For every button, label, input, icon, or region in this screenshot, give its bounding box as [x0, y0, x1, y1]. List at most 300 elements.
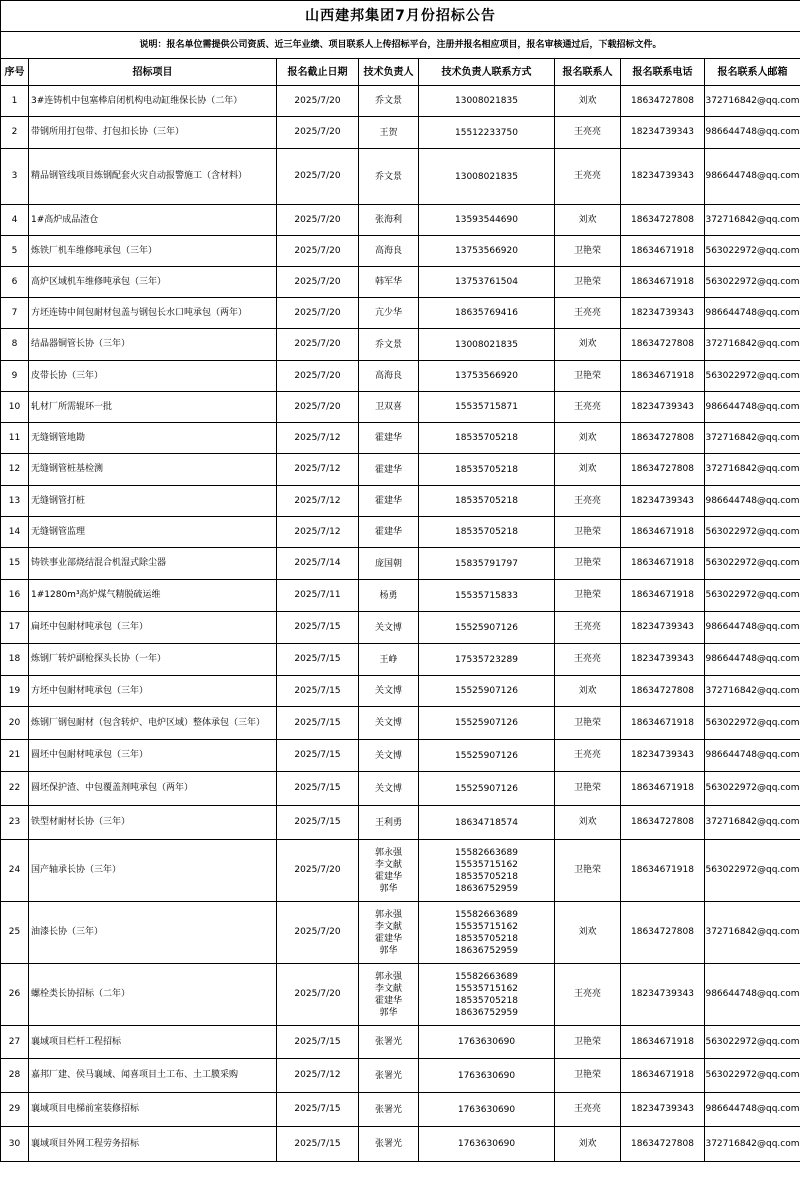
deadline: 2025/7/15 — [277, 806, 359, 840]
contact-name: 卫艳荣 — [555, 1026, 621, 1059]
tech-phone — [419, 205, 555, 236]
contact-name: 刘欢 — [555, 902, 621, 964]
tech-lead-name: 霍建华 — [374, 933, 402, 944]
tech-lead-name: 关文博 — [374, 622, 402, 633]
table-row — [1, 1026, 800, 1059]
contact-email: 563022972@qq.com — [705, 267, 800, 298]
contact-phone: 18234739343 — [621, 612, 705, 644]
project-name: 国产轴承长协（三年） — [29, 840, 277, 902]
tech-phone-number: 15582663689 — [455, 971, 518, 982]
row-number: 29 — [1, 1093, 29, 1127]
deadline: 2025/7/15 — [277, 740, 359, 772]
deadline: 2025/7/12 — [277, 517, 359, 548]
col-header-deadline: 报名截止日期 — [277, 59, 359, 86]
project-name: 精品钢管线项目炼钢配套火灾自动报警施工（含材料） — [29, 149, 277, 205]
tech-phone — [419, 117, 555, 149]
table-row — [1, 840, 800, 902]
tech-phone — [419, 361, 555, 392]
project-name: 襄域项目栏杆工程招标 — [29, 1026, 277, 1059]
contact-email: 372716842@qq.com — [705, 423, 800, 454]
contact-email: 563022972@qq.com — [705, 580, 800, 612]
deadline: 2025/7/15 — [277, 1093, 359, 1127]
tech-lead-name: 王峥 — [379, 654, 398, 665]
table-row — [1, 772, 800, 806]
tech-lead-name: 霍建华 — [374, 433, 402, 443]
deadline: 2025/7/20 — [277, 392, 359, 423]
tech-lead — [359, 454, 419, 486]
project-name: 无缝钢管打桩 — [29, 486, 277, 517]
tech-lead-name: 霍建华 — [374, 871, 402, 882]
tech-phone-number: 18634718574 — [455, 817, 518, 828]
table-row — [1, 117, 800, 149]
tech-lead — [359, 236, 419, 267]
deadline: 2025/7/15 — [277, 707, 359, 740]
tech-lead-name: 乔文景 — [374, 96, 402, 106]
project-name: 油漆长协（三年） — [29, 902, 277, 964]
deadline: 2025/7/20 — [277, 205, 359, 236]
table-row — [1, 454, 800, 486]
row-number: 9 — [1, 361, 29, 392]
contact-email: 563022972@qq.com — [705, 236, 800, 267]
contact-email: 372716842@qq.com — [705, 902, 800, 964]
tech-phone — [419, 676, 555, 707]
tech-phone-number: 15582663689 — [455, 847, 518, 858]
contact-name: 王亮亮 — [555, 612, 621, 644]
table-row — [1, 740, 800, 772]
row-number: 19 — [1, 676, 29, 707]
contact-name: 刘欢 — [555, 86, 621, 117]
contact-name: 王亮亮 — [555, 149, 621, 205]
tech-phone — [419, 298, 555, 329]
contact-phone: 18234739343 — [621, 486, 705, 517]
row-number: 12 — [1, 454, 29, 486]
tech-lead — [359, 612, 419, 644]
col-header-tech-lead: 技术负责人 — [359, 59, 419, 86]
deadline: 2025/7/20 — [277, 86, 359, 117]
tech-lead-name: 霍建华 — [374, 496, 402, 506]
tech-phone-number: 13593544690 — [455, 215, 518, 225]
tech-lead — [359, 676, 419, 707]
tech-lead — [359, 149, 419, 205]
tech-phone-number: 13753761504 — [455, 277, 518, 287]
contact-name: 卫艳荣 — [555, 707, 621, 740]
tech-phone-number: 13753566920 — [455, 246, 518, 256]
contact-name: 卫艳荣 — [555, 361, 621, 392]
contact-name: 王亮亮 — [555, 486, 621, 517]
contact-phone: 18634727808 — [621, 205, 705, 236]
contact-phone: 18634727808 — [621, 806, 705, 840]
deadline: 2025/7/15 — [277, 612, 359, 644]
row-number: 25 — [1, 902, 29, 964]
tech-lead — [359, 392, 419, 423]
instruction-note: 说明：报名单位需提供公司资质、近三年业绩、项目联系人上传招标平台，注册并报名相应项目，报名审核通过后，下载招标文件。 — [1, 32, 800, 59]
tech-phone — [419, 1059, 555, 1093]
tech-phone-number: 1763630690 — [457, 1139, 516, 1149]
row-number: 14 — [1, 517, 29, 548]
table-row — [1, 644, 800, 676]
tech-phone — [419, 1127, 555, 1162]
tech-lead-name: 亢少华 — [374, 308, 402, 318]
tech-phone-number: 15525907126 — [455, 718, 518, 728]
row-number: 15 — [1, 548, 29, 580]
tech-phone — [419, 840, 555, 902]
contact-email: 372716842@qq.com — [705, 1127, 800, 1162]
contact-name: 刘欢 — [555, 329, 621, 361]
tech-lead-name: 郭永强 — [374, 847, 402, 858]
tech-phone-number: 1763630690 — [457, 1104, 516, 1115]
contact-name: 刘欢 — [555, 454, 621, 486]
project-name: 无缝钢管桩基检测 — [29, 454, 277, 486]
tech-phone — [419, 548, 555, 580]
contact-email: 372716842@qq.com — [705, 454, 800, 486]
tech-phone-number: 15512233750 — [455, 127, 518, 138]
contact-phone: 18234739343 — [621, 392, 705, 423]
table-row — [1, 548, 800, 580]
row-number: 16 — [1, 580, 29, 612]
row-number: 3 — [1, 149, 29, 205]
project-name: 方坯中包耐材吨承包（三年） — [29, 676, 277, 707]
contact-phone: 18634727808 — [621, 454, 705, 486]
tech-lead-name: 霍建华 — [374, 464, 402, 475]
tech-phone-number: 15535715833 — [455, 590, 518, 601]
deadline: 2025/7/14 — [277, 548, 359, 580]
tech-phone-number: 13008021835 — [455, 96, 518, 106]
tech-phone — [419, 149, 555, 205]
table-row — [1, 486, 800, 517]
row-number: 28 — [1, 1059, 29, 1093]
table-row — [1, 361, 800, 392]
deadline: 2025/7/15 — [277, 772, 359, 806]
tech-phone-number: 18535705218 — [455, 496, 518, 506]
row-number: 10 — [1, 392, 29, 423]
tech-lead — [359, 902, 419, 964]
contact-name: 刘欢 — [555, 676, 621, 707]
tech-phone — [419, 580, 555, 612]
contact-email: 986644748@qq.com — [705, 740, 800, 772]
col-header-tech-phone: 技术负责人联系方式 — [419, 59, 555, 86]
contact-name: 卫艳荣 — [555, 517, 621, 548]
row-number: 22 — [1, 772, 29, 806]
contact-email: 372716842@qq.com — [705, 329, 800, 361]
tech-lead — [359, 1093, 419, 1127]
tech-phone — [419, 86, 555, 117]
contact-phone: 18634671918 — [621, 517, 705, 548]
contact-phone: 18634727808 — [621, 86, 705, 117]
tech-phone — [419, 1026, 555, 1059]
tech-lead-name: 高海良 — [374, 246, 402, 256]
tech-lead — [359, 740, 419, 772]
contact-email: 986644748@qq.com — [705, 486, 800, 517]
contact-name: 王亮亮 — [555, 644, 621, 676]
deadline: 2025/7/20 — [277, 361, 359, 392]
tech-lead-name: 韩军华 — [374, 277, 402, 287]
deadline: 2025/7/12 — [277, 454, 359, 486]
deadline: 2025/7/20 — [277, 902, 359, 964]
contact-name: 王亮亮 — [555, 1093, 621, 1127]
contact-name: 王亮亮 — [555, 298, 621, 329]
project-name: 扁坯中包耐材吨承包（三年） — [29, 612, 277, 644]
contact-name: 王亮亮 — [555, 392, 621, 423]
contact-email: 986644748@qq.com — [705, 612, 800, 644]
tech-lead-name: 关文博 — [374, 718, 402, 728]
contact-phone: 18634727808 — [621, 676, 705, 707]
col-header-contact: 报名联系人 — [555, 59, 621, 86]
contact-phone: 18634671918 — [621, 840, 705, 902]
contact-email: 372716842@qq.com — [705, 806, 800, 840]
project-name: 炼钢厂转炉副枪探头长协（一年） — [29, 644, 277, 676]
tech-lead — [359, 772, 419, 806]
tech-lead-name: 郭华 — [379, 945, 398, 956]
contact-email: 563022972@qq.com — [705, 1059, 800, 1093]
tech-lead-name: 郭永强 — [374, 909, 402, 920]
project-name: 铁型材耐材长协（三年） — [29, 806, 277, 840]
contact-name: 刘欢 — [555, 806, 621, 840]
tech-phone — [419, 329, 555, 361]
deadline: 2025/7/12 — [277, 486, 359, 517]
tech-lead-name: 关文博 — [374, 783, 402, 794]
tech-phone — [419, 707, 555, 740]
tech-phone-number: 13753566920 — [455, 371, 518, 381]
tech-lead — [359, 361, 419, 392]
table-row — [1, 205, 800, 236]
project-name: 方坯连铸中间包耐材包盖与钢包长水口吨承包（两年） — [29, 298, 277, 329]
tech-lead — [359, 423, 419, 454]
project-name: 铸铁事业部烧结混合机湿式除尘器 — [29, 548, 277, 580]
col-header-contact-email: 报名联系人邮箱 — [705, 59, 800, 86]
contact-email: 986644748@qq.com — [705, 149, 800, 205]
tech-lead — [359, 840, 419, 902]
table-row — [1, 902, 800, 964]
tech-lead — [359, 1026, 419, 1059]
tech-lead-name: 王利勇 — [374, 817, 402, 828]
row-number: 17 — [1, 612, 29, 644]
tech-lead — [359, 329, 419, 361]
tech-lead-name: 关文博 — [374, 686, 402, 696]
tech-lead — [359, 548, 419, 580]
project-name: 螺栓类长协招标（二年） — [29, 964, 277, 1026]
contact-phone: 18234739343 — [621, 644, 705, 676]
tech-phone — [419, 517, 555, 548]
row-number: 21 — [1, 740, 29, 772]
contact-phone: 18234739343 — [621, 117, 705, 149]
contact-phone: 18634727808 — [621, 329, 705, 361]
tech-lead — [359, 517, 419, 548]
tech-phone-number: 18535705218 — [455, 464, 518, 475]
deadline: 2025/7/20 — [277, 236, 359, 267]
table-row — [1, 149, 800, 205]
row-number: 8 — [1, 329, 29, 361]
tech-lead — [359, 707, 419, 740]
tech-lead — [359, 580, 419, 612]
table-row — [1, 707, 800, 740]
tech-lead-name: 李文献 — [374, 921, 402, 932]
tech-lead-name: 张署光 — [374, 1070, 402, 1081]
project-name: 1#1280m³高炉煤气精脱硫运维 — [29, 580, 277, 612]
project-name: 炼铁厂机车维修吨承包（三年） — [29, 236, 277, 267]
contact-email: 986644748@qq.com — [705, 644, 800, 676]
project-name: 炼钢厂钢包耐材（包含转炉、电炉区域）整体承包（三年） — [29, 707, 277, 740]
tech-phone-number: 18535705218 — [455, 995, 518, 1006]
row-number: 13 — [1, 486, 29, 517]
table-row — [1, 580, 800, 612]
tech-phone-number: 18535705218 — [455, 527, 518, 537]
contact-email: 563022972@qq.com — [705, 517, 800, 548]
tech-phone-number: 15535715162 — [455, 983, 518, 994]
row-number: 27 — [1, 1026, 29, 1059]
tech-phone-number: 15525907126 — [455, 686, 518, 696]
row-number: 7 — [1, 298, 29, 329]
tech-phone-number: 13008021835 — [455, 339, 518, 350]
contact-phone: 18234739343 — [621, 298, 705, 329]
tech-lead-name: 张署光 — [374, 1104, 402, 1115]
project-name: 轧材厂所需辊环一批 — [29, 392, 277, 423]
contact-phone: 18634671918 — [621, 236, 705, 267]
contact-email: 563022972@qq.com — [705, 707, 800, 740]
tech-phone — [419, 1093, 555, 1127]
tech-lead — [359, 1059, 419, 1093]
tech-phone-number: 18636752959 — [455, 883, 518, 894]
contact-phone: 18234739343 — [621, 964, 705, 1026]
contact-name: 王亮亮 — [555, 117, 621, 149]
tech-lead-name: 张署光 — [374, 1139, 402, 1149]
tech-phone — [419, 806, 555, 840]
deadline: 2025/7/15 — [277, 1026, 359, 1059]
tech-phone — [419, 236, 555, 267]
deadline: 2025/7/15 — [277, 644, 359, 676]
deadline: 2025/7/20 — [277, 840, 359, 902]
contact-email: 563022972@qq.com — [705, 361, 800, 392]
tech-lead-name: 张署光 — [374, 1037, 402, 1047]
contact-name: 刘欢 — [555, 1127, 621, 1162]
tech-lead-name: 庞国朝 — [374, 558, 402, 569]
tech-phone — [419, 740, 555, 772]
contact-email: 986644748@qq.com — [705, 298, 800, 329]
tech-phone-number: 15835791797 — [455, 558, 518, 569]
contact-email: 563022972@qq.com — [705, 548, 800, 580]
tech-lead-name: 乔文景 — [374, 171, 402, 182]
project-name: 结晶器铜管长协（三年） — [29, 329, 277, 361]
project-name: 无缝钢管监理 — [29, 517, 277, 548]
tech-phone-number: 18535705218 — [455, 933, 518, 944]
tech-lead-name: 郭华 — [379, 883, 398, 894]
row-number: 6 — [1, 267, 29, 298]
table-row — [1, 298, 800, 329]
contact-name: 卫艳荣 — [555, 548, 621, 580]
table-row — [1, 964, 800, 1026]
row-number: 1 — [1, 86, 29, 117]
contact-name: 卫艳荣 — [555, 840, 621, 902]
table-row — [1, 676, 800, 707]
contact-email: 986644748@qq.com — [705, 964, 800, 1026]
contact-email: 563022972@qq.com — [705, 840, 800, 902]
contact-email: 563022972@qq.com — [705, 1026, 800, 1059]
tech-phone — [419, 392, 555, 423]
tech-lead — [359, 806, 419, 840]
deadline: 2025/7/20 — [277, 964, 359, 1026]
tech-phone-number: 18636752959 — [455, 945, 518, 956]
contact-phone: 18234739343 — [621, 740, 705, 772]
table-row — [1, 806, 800, 840]
contact-phone: 18634671918 — [621, 361, 705, 392]
table-row — [1, 86, 800, 117]
tech-lead — [359, 486, 419, 517]
contact-phone: 18634727808 — [621, 1127, 705, 1162]
tech-lead — [359, 964, 419, 1026]
tech-phone-number: 15535715162 — [455, 859, 518, 870]
tech-phone-number: 15525907126 — [455, 783, 518, 794]
tech-lead-name: 张海利 — [374, 215, 402, 225]
tech-phone-number: 15535715871 — [455, 402, 518, 412]
contact-phone: 18234739343 — [621, 149, 705, 205]
table-row — [1, 517, 800, 548]
col-header-contact-phone: 报名联系电话 — [621, 59, 705, 86]
contact-name: 刘欢 — [555, 205, 621, 236]
deadline: 2025/7/15 — [277, 676, 359, 707]
tech-phone — [419, 772, 555, 806]
contact-email: 372716842@qq.com — [705, 205, 800, 236]
tech-lead-name: 霍建华 — [374, 995, 402, 1006]
contact-phone: 18234739343 — [621, 1093, 705, 1127]
row-number: 18 — [1, 644, 29, 676]
row-number: 20 — [1, 707, 29, 740]
table-row — [1, 612, 800, 644]
tech-lead-name: 卫双喜 — [374, 402, 402, 412]
contact-name: 卫艳荣 — [555, 1059, 621, 1093]
row-number: 11 — [1, 423, 29, 454]
tech-lead — [359, 644, 419, 676]
row-number: 23 — [1, 806, 29, 840]
contact-email: 986644748@qq.com — [705, 1093, 800, 1127]
contact-name: 卫艳荣 — [555, 236, 621, 267]
deadline: 2025/7/12 — [277, 423, 359, 454]
contact-email: 563022972@qq.com — [705, 772, 800, 806]
contact-email: 986644748@qq.com — [705, 117, 800, 149]
contact-email: 372716842@qq.com — [705, 86, 800, 117]
tech-phone-number: 18635769416 — [455, 308, 518, 318]
tech-phone-number: 15582663689 — [455, 909, 518, 920]
tech-phone — [419, 423, 555, 454]
tech-lead-name: 乔文景 — [374, 339, 402, 350]
tech-phone — [419, 454, 555, 486]
col-header-project: 招标项目 — [29, 59, 277, 86]
deadline: 2025/7/11 — [277, 580, 359, 612]
contact-phone: 18634671918 — [621, 267, 705, 298]
tech-lead-name: 郭华 — [379, 1007, 398, 1018]
deadline: 2025/7/20 — [277, 267, 359, 298]
project-name: 襄域项目电梯前室装修招标 — [29, 1093, 277, 1127]
tech-phone — [419, 644, 555, 676]
table-row — [1, 1127, 800, 1162]
tech-phone — [419, 486, 555, 517]
contact-phone: 18634671918 — [621, 707, 705, 740]
tech-phone-number: 18636752959 — [455, 1007, 518, 1018]
table-header-row — [1, 59, 800, 86]
contact-phone: 18634671918 — [621, 1059, 705, 1093]
deadline: 2025/7/20 — [277, 298, 359, 329]
tech-phone-number: 18535705218 — [455, 871, 518, 882]
tech-lead-name: 李文献 — [374, 983, 402, 994]
deadline: 2025/7/12 — [277, 1059, 359, 1093]
project-name: 嘉邦厂建、侯马襄域、闻喜项目土工布、土工膜采购 — [29, 1059, 277, 1093]
contact-email: 372716842@qq.com — [705, 676, 800, 707]
tech-lead — [359, 205, 419, 236]
contact-phone: 18634671918 — [621, 548, 705, 580]
project-name: 无缝钢管地勘 — [29, 423, 277, 454]
deadline: 2025/7/20 — [277, 117, 359, 149]
row-number: 24 — [1, 840, 29, 902]
tech-phone — [419, 902, 555, 964]
tech-lead-name: 李文献 — [374, 859, 402, 870]
